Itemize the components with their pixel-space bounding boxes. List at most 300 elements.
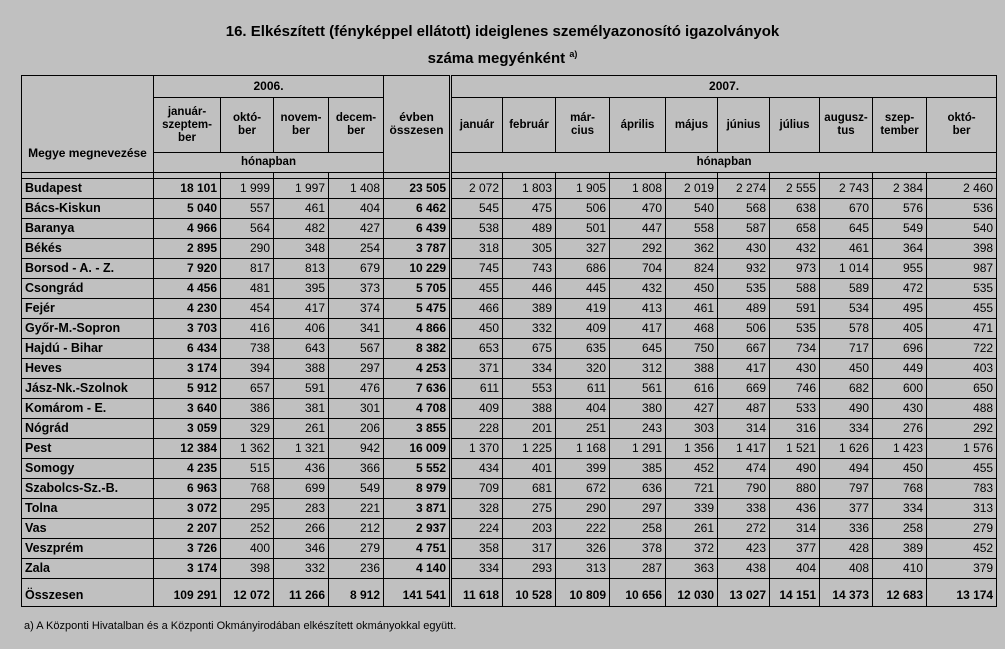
header-month-2007-3: április: [610, 98, 666, 153]
cell-value: 258: [610, 519, 666, 539]
table-row: [22, 439, 997, 459]
cell-value: 675: [503, 339, 556, 359]
cell-value: 973: [770, 259, 820, 279]
row-name: Összesen: [22, 584, 154, 607]
cell-value: 470: [610, 199, 666, 219]
cell-value: 450: [820, 359, 873, 379]
cell-value: 336: [820, 519, 873, 539]
cell-value: 533: [770, 399, 820, 419]
cell-value: 406: [274, 319, 329, 339]
cell-value: 482: [274, 219, 329, 239]
header-evben-osszesen: évben összesen: [384, 76, 451, 173]
cell-value: 10 809: [556, 584, 610, 607]
header-month-2006-2: novem- ber: [274, 98, 329, 153]
table-body: [22, 173, 997, 607]
cell-value: 398: [221, 559, 274, 579]
cell-value: 3 640: [154, 399, 221, 419]
cell-value: 471: [927, 319, 997, 339]
table-row: [22, 479, 997, 499]
cell-value: 880: [770, 479, 820, 499]
cell-value: 1 014: [820, 259, 873, 279]
cell-value: 23 505: [384, 179, 451, 199]
cell-value: 2 937: [384, 519, 451, 539]
cell-value: 1 626: [820, 439, 873, 459]
cell-value: 423: [718, 539, 770, 559]
cell-value: 305: [503, 239, 556, 259]
cell-value: 1 905: [556, 179, 610, 199]
table-row: [22, 399, 997, 419]
cell-value: 474: [718, 459, 770, 479]
cell-value: 399: [556, 459, 610, 479]
cell-value: 454: [221, 299, 274, 319]
table-row: [22, 419, 997, 439]
cell-value: 750: [666, 339, 718, 359]
table-row: [22, 539, 997, 559]
cell-value: 430: [770, 359, 820, 379]
cell-value: 389: [503, 299, 556, 319]
table-row: [22, 379, 997, 399]
cell-value: 283: [274, 499, 329, 519]
cell-value: 109 291: [154, 584, 221, 607]
cell-value: 4 708: [384, 399, 451, 419]
cell-value: 358: [451, 539, 503, 559]
cell-value: 6 963: [154, 479, 221, 499]
cell-value: 404: [556, 399, 610, 419]
cell-value: 295: [221, 499, 274, 519]
cell-value: 450: [451, 319, 503, 339]
cell-value: 488: [927, 399, 997, 419]
table-row: [22, 459, 997, 479]
cell-value: 1 408: [329, 179, 384, 199]
cell-value: 388: [666, 359, 718, 379]
cell-value: 638: [770, 199, 820, 219]
cell-value: 709: [451, 479, 503, 499]
cell-value: 645: [820, 219, 873, 239]
cell-value: 5 475: [384, 299, 451, 319]
table-row: [22, 584, 997, 607]
cell-value: 813: [274, 259, 329, 279]
cell-value: 341: [329, 319, 384, 339]
cell-value: 745: [451, 259, 503, 279]
cell-value: 10 229: [384, 259, 451, 279]
cell-value: 334: [503, 359, 556, 379]
cell-value: 667: [718, 339, 770, 359]
cell-value: 372: [666, 539, 718, 559]
row-name: Csongrád: [22, 279, 154, 299]
cell-value: 494: [820, 459, 873, 479]
cell-value: 16 009: [384, 439, 451, 459]
cell-value: 243: [610, 419, 666, 439]
cell-value: 297: [610, 499, 666, 519]
cell-value: 338: [718, 499, 770, 519]
cell-value: 332: [503, 319, 556, 339]
cell-value: 409: [451, 399, 503, 419]
cell-value: 817: [221, 259, 274, 279]
cell-value: 400: [221, 539, 274, 559]
cell-value: 430: [873, 399, 927, 419]
cell-value: 4 253: [384, 359, 451, 379]
cell-value: 8 912: [329, 584, 384, 607]
cell-value: 481: [221, 279, 274, 299]
cell-value: 11 266: [274, 584, 329, 607]
cell-value: 428: [820, 539, 873, 559]
cell-value: 682: [820, 379, 873, 399]
cell-value: 588: [770, 279, 820, 299]
row-name: Baranya: [22, 219, 154, 239]
cell-value: 1 362: [221, 439, 274, 459]
cell-value: 987: [927, 259, 997, 279]
cell-value: 549: [329, 479, 384, 499]
cell-value: 452: [927, 539, 997, 559]
cell-value: 371: [451, 359, 503, 379]
cell-value: 824: [666, 259, 718, 279]
cell-value: 7 636: [384, 379, 451, 399]
header-month-2007-8: szep- tember: [873, 98, 927, 153]
row-name: Békés: [22, 239, 154, 259]
table-row: [22, 279, 997, 299]
cell-value: 272: [718, 519, 770, 539]
cell-value: 332: [274, 559, 329, 579]
cell-value: 363: [666, 559, 718, 579]
cell-value: 14 373: [820, 584, 873, 607]
cell-value: 316: [770, 419, 820, 439]
cell-value: 427: [329, 219, 384, 239]
cell-value: 203: [503, 519, 556, 539]
header-month-2007-2: már- cius: [556, 98, 610, 153]
cell-value: 221: [329, 499, 384, 519]
cell-value: 301: [329, 399, 384, 419]
row-name: Tolna: [22, 499, 154, 519]
cell-value: 417: [718, 359, 770, 379]
table-row: [22, 499, 997, 519]
cell-value: 611: [556, 379, 610, 399]
cell-value: 611: [451, 379, 503, 399]
cell-value: 535: [927, 279, 997, 299]
cell-value: 3 726: [154, 539, 221, 559]
cell-value: 1 291: [610, 439, 666, 459]
cell-value: 768: [873, 479, 927, 499]
header-month-2007-0: január: [451, 98, 503, 153]
cell-value: 783: [927, 479, 997, 499]
row-name: Hajdú - Bihar: [22, 339, 154, 359]
cell-value: 506: [556, 199, 610, 219]
cell-value: 228: [451, 419, 503, 439]
cell-value: 455: [927, 459, 997, 479]
cell-value: 413: [610, 299, 666, 319]
cell-value: 635: [556, 339, 610, 359]
cell-value: 206: [329, 419, 384, 439]
title-line-2: [0, 43, 1005, 70]
cell-value: 405: [873, 319, 927, 339]
table-row: [22, 179, 997, 199]
cell-value: 1 423: [873, 439, 927, 459]
cell-value: 540: [927, 219, 997, 239]
cell-value: 236: [329, 559, 384, 579]
cell-value: 292: [610, 239, 666, 259]
cell-value: 388: [274, 359, 329, 379]
cell-value: 576: [873, 199, 927, 219]
cell-value: 377: [820, 499, 873, 519]
table-row: [22, 359, 997, 379]
cell-value: 1 321: [274, 439, 329, 459]
cell-value: 12 030: [666, 584, 718, 607]
cell-value: 489: [718, 299, 770, 319]
header-month-2006-3: decem- ber: [329, 98, 384, 153]
cell-value: 3 059: [154, 419, 221, 439]
cell-value: 380: [610, 399, 666, 419]
cell-value: 313: [927, 499, 997, 519]
cell-value: 734: [770, 339, 820, 359]
cell-value: 564: [221, 219, 274, 239]
cell-value: 1 999: [221, 179, 274, 199]
cell-value: 212: [329, 519, 384, 539]
cell-value: 290: [556, 499, 610, 519]
cell-value: 224: [451, 519, 503, 539]
cell-value: 8 382: [384, 339, 451, 359]
cell-value: 5 705: [384, 279, 451, 299]
cell-value: 3 174: [154, 559, 221, 579]
cell-value: 446: [503, 279, 556, 299]
cell-value: 672: [556, 479, 610, 499]
cell-value: 535: [770, 319, 820, 339]
cell-value: 600: [873, 379, 927, 399]
cell-value: 447: [610, 219, 666, 239]
row-name: Komárom - E.: [22, 399, 154, 419]
cell-value: 472: [873, 279, 927, 299]
cell-value: 1 168: [556, 439, 610, 459]
cell-value: 334: [873, 499, 927, 519]
row-name: Budapest: [22, 179, 154, 199]
cell-value: 417: [274, 299, 329, 319]
cell-value: 4 230: [154, 299, 221, 319]
cell-value: 538: [451, 219, 503, 239]
cell-value: 2 274: [718, 179, 770, 199]
cell-value: 364: [873, 239, 927, 259]
cell-value: 2 743: [820, 179, 873, 199]
cell-value: 658: [770, 219, 820, 239]
header-unit-2006: hónapban: [154, 153, 384, 173]
cell-value: 540: [666, 199, 718, 219]
cell-value: 436: [770, 499, 820, 519]
cell-value: 636: [610, 479, 666, 499]
row-name: Vas: [22, 519, 154, 539]
cell-value: 3 855: [384, 419, 451, 439]
cell-value: 394: [221, 359, 274, 379]
cell-value: 222: [556, 519, 610, 539]
cell-value: 385: [610, 459, 666, 479]
row-name: Bács-Kiskun: [22, 199, 154, 219]
cell-value: 403: [927, 359, 997, 379]
cell-value: 461: [274, 199, 329, 219]
cell-value: 320: [556, 359, 610, 379]
cell-value: 704: [610, 259, 666, 279]
row-name: Veszprém: [22, 539, 154, 559]
row-name: Szabolcs-Sz.-B.: [22, 479, 154, 499]
cell-value: 1 225: [503, 439, 556, 459]
cell-value: 717: [820, 339, 873, 359]
header-month-2007-7: augusz- tus: [820, 98, 873, 153]
cell-value: 328: [451, 499, 503, 519]
cell-value: 318: [451, 239, 503, 259]
cell-value: 388: [503, 399, 556, 419]
cell-value: 455: [451, 279, 503, 299]
row-name: Pest: [22, 439, 154, 459]
cell-value: 534: [820, 299, 873, 319]
cell-value: 461: [666, 299, 718, 319]
page-title: [0, 20, 1005, 70]
cell-value: 419: [556, 299, 610, 319]
cell-value: 506: [718, 319, 770, 339]
table-row: [22, 519, 997, 539]
header-month-2007-5: június: [718, 98, 770, 153]
cell-value: 10 528: [503, 584, 556, 607]
cell-value: 553: [503, 379, 556, 399]
table-row: [22, 319, 997, 339]
cell-value: 201: [503, 419, 556, 439]
cell-value: 557: [221, 199, 274, 219]
cell-value: 4 751: [384, 539, 451, 559]
cell-value: 4 235: [154, 459, 221, 479]
cell-value: 515: [221, 459, 274, 479]
cell-value: 348: [274, 239, 329, 259]
cell-value: 932: [718, 259, 770, 279]
cell-value: 362: [666, 239, 718, 259]
data-table: [21, 75, 997, 607]
cell-value: 327: [556, 239, 610, 259]
cell-value: 373: [329, 279, 384, 299]
cell-value: 578: [820, 319, 873, 339]
header-month-2006-1: októ- ber: [221, 98, 274, 153]
cell-value: 591: [274, 379, 329, 399]
cell-value: 5 552: [384, 459, 451, 479]
cell-value: 11 618: [451, 584, 503, 607]
cell-value: 616: [666, 379, 718, 399]
cell-value: 3 787: [384, 239, 451, 259]
cell-value: 721: [666, 479, 718, 499]
cell-value: 416: [221, 319, 274, 339]
cell-value: 699: [274, 479, 329, 499]
cell-value: 645: [610, 339, 666, 359]
row-name: Zala: [22, 559, 154, 579]
cell-value: 768: [221, 479, 274, 499]
cell-value: 334: [451, 559, 503, 579]
cell-value: 252: [221, 519, 274, 539]
cell-value: 6 434: [154, 339, 221, 359]
cell-value: 455: [927, 299, 997, 319]
header-megye-text: Megye megnevezése: [28, 146, 147, 160]
cell-value: 561: [610, 379, 666, 399]
cell-value: 490: [820, 399, 873, 419]
cell-value: 13 027: [718, 584, 770, 607]
cell-value: 404: [329, 199, 384, 219]
cell-value: 722: [927, 339, 997, 359]
cell-value: 495: [873, 299, 927, 319]
cell-value: 669: [718, 379, 770, 399]
cell-value: 536: [927, 199, 997, 219]
title-line-1: 16. Elkészített (fényképpel ellátott) ideiglenes személyazonosító igazolványok: [225, 23, 780, 40]
cell-value: 4 866: [384, 319, 451, 339]
cell-value: 432: [610, 279, 666, 299]
cell-value: 657: [221, 379, 274, 399]
header-month-2007-4: május: [666, 98, 718, 153]
cell-value: 650: [927, 379, 997, 399]
cell-value: 417: [610, 319, 666, 339]
cell-value: 438: [718, 559, 770, 579]
cell-value: 427: [666, 399, 718, 419]
cell-value: 670: [820, 199, 873, 219]
cell-value: 314: [770, 519, 820, 539]
header-year-2006: 2006.: [154, 76, 384, 98]
cell-value: 329: [221, 419, 274, 439]
cell-value: 313: [556, 559, 610, 579]
cell-value: 266: [274, 519, 329, 539]
cell-value: 366: [329, 459, 384, 479]
header-month-2007-1: február: [503, 98, 556, 153]
cell-value: 13 174: [927, 584, 997, 607]
table-row: [22, 219, 997, 239]
table-row: [22, 339, 997, 359]
cell-value: 410: [873, 559, 927, 579]
cell-value: 476: [329, 379, 384, 399]
cell-value: 12 384: [154, 439, 221, 459]
cell-value: 3 174: [154, 359, 221, 379]
cell-value: 254: [329, 239, 384, 259]
cell-value: 466: [451, 299, 503, 319]
cell-value: 679: [329, 259, 384, 279]
cell-value: 468: [666, 319, 718, 339]
cell-value: 12 683: [873, 584, 927, 607]
cell-value: 6 462: [384, 199, 451, 219]
cell-value: 2 207: [154, 519, 221, 539]
row-name: Fejér: [22, 299, 154, 319]
cell-value: 653: [451, 339, 503, 359]
cell-value: 4 966: [154, 219, 221, 239]
row-name: Nógrád: [22, 419, 154, 439]
cell-value: 436: [274, 459, 329, 479]
row-name: Somogy: [22, 459, 154, 479]
cell-value: 1 576: [927, 439, 997, 459]
cell-value: 490: [770, 459, 820, 479]
cell-value: 430: [718, 239, 770, 259]
cell-value: 409: [556, 319, 610, 339]
cell-value: 449: [873, 359, 927, 379]
cell-value: 7 920: [154, 259, 221, 279]
cell-value: 279: [329, 539, 384, 559]
header-year-2007: 2007.: [451, 76, 997, 98]
cell-value: 589: [820, 279, 873, 299]
table-row: [22, 299, 997, 319]
row-name: Jász-Nk.-Szolnok: [22, 379, 154, 399]
cell-value: 326: [556, 539, 610, 559]
cell-value: 2 019: [666, 179, 718, 199]
cell-value: 501: [556, 219, 610, 239]
cell-value: 535: [718, 279, 770, 299]
cell-value: 942: [329, 439, 384, 459]
table-row: [22, 559, 997, 579]
cell-value: 738: [221, 339, 274, 359]
cell-value: 287: [610, 559, 666, 579]
table-header: [22, 76, 997, 173]
cell-value: 279: [927, 519, 997, 539]
table-row: [22, 239, 997, 259]
cell-value: 141 541: [384, 584, 451, 607]
cell-value: 790: [718, 479, 770, 499]
cell-value: 339: [666, 499, 718, 519]
cell-value: 379: [927, 559, 997, 579]
cell-value: 1 417: [718, 439, 770, 459]
cell-value: 1 803: [503, 179, 556, 199]
cell-value: 545: [451, 199, 503, 219]
